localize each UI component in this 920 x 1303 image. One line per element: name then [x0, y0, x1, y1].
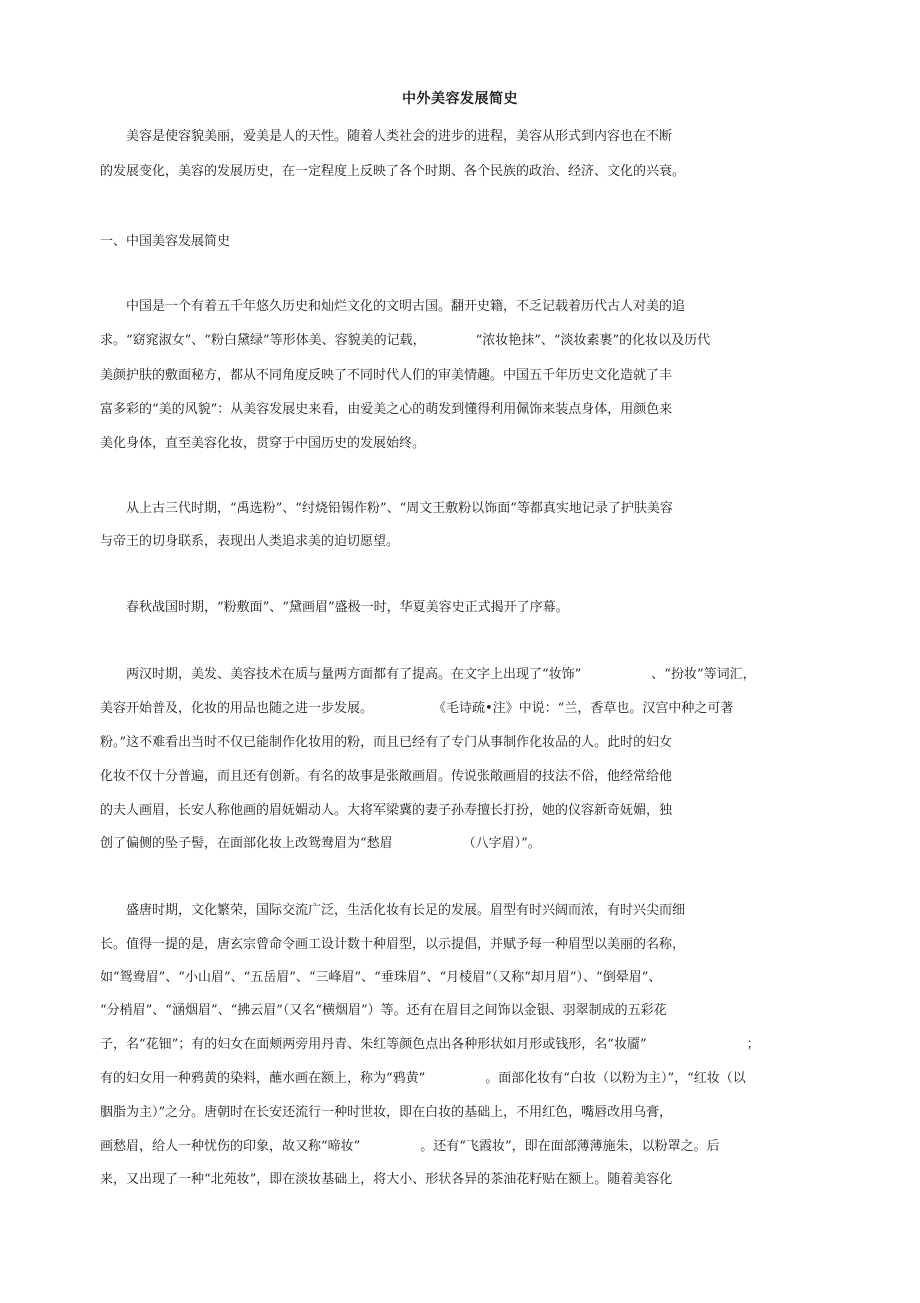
p5-line-8a: 画愁眉，给人一种忧伤的印象，故又称“啼妆” [100, 1139, 361, 1154]
p5-line-8b: 。还有“飞霞妆”，即在面部薄薄施朱，以粉罩之。后 [420, 1139, 720, 1154]
p4-line-2 [100, 699, 733, 719]
p4-line-6 [100, 834, 541, 854]
p4-line-1b: 、“扮妆”等词汇， [651, 667, 756, 682]
p3-line-1: 春秋战国时期，“粉敷面”、“黛画眉”盛极一时，华夏美容史正式揭开了序幕。 [126, 600, 569, 615]
p4-line-2b: 《毛诗疏•注》中说：“兰，香草也。汉宫中种之可著 [433, 701, 734, 716]
p2-line-2: 与帝王的切身联系，表现出人类追求美的迫切愿望。 [100, 534, 400, 549]
p5-line-5a: 子，名“花钿”；有的妇女在面颊两旁用丹青、朱红等颜色点出各种形状如月形或钱形，名“妆靥” [100, 1037, 647, 1052]
section-heading-china: 一、中国美容发展简史 [100, 234, 231, 249]
p1-line-5: 美化身体，直至美容化妆，贯穿于中国历史的发展始终。 [100, 436, 426, 451]
p4-line-6a: 创了偏侧的坠子髻，在面部化妆上改鸳鸯眉为“愁眉 [100, 836, 393, 851]
p5-line-7: 胭脂为主）”之分。唐朝时在长安还流行一种时世妆，即在白妆的基础上，不用红色，嘴唇改用乌膏， [100, 1105, 673, 1120]
p5-line-3: 如“鸳鸯眉”、“小山眉”、“五岳眉”、“三峰眉”、“垂珠眉”、“月棱眉”（又称“却月眉”）、“倒晕眉”、 [100, 970, 662, 985]
p5-line-6b: 。面部化妆有“白妆（以粉为主）”，“红妆（以 [485, 1071, 746, 1086]
p4-line-1a: 两汉时期，美发、美容技术在质与量两方面都有了提高。在文字上出现了“妆饰” [126, 667, 582, 682]
p1-line-2a: 求。“窈窕淑女”、“粉白黛绿”等形体美、容貌美的记载， [100, 333, 426, 348]
p4-line-4: 化妆不仅十分普遍，而且还有创新。有名的故事是张敞画眉。传说张敞画眉的技法不俗，他经常给他 [100, 769, 673, 784]
p1-line-2b: “浓妆艳抹”、“淡妆素裹”的化妆以及历代 [475, 333, 711, 348]
intro-line-1: 美容是使容貌美丽，爱美是人的天性。随着人类社会的进步的进程，美容从形式到内容也在不断 [126, 129, 673, 144]
p4-line-2a: 美容开始普及，化妆的用品也随之进一步发展。 [100, 701, 374, 716]
p4-line-3: 粉。”这不难看出当时不仅已能制作化妆用的粉，而且已经有了专门从事制作化妆品的人。此时的妇女 [100, 735, 673, 750]
p5-line-5b: ； [746, 1037, 760, 1052]
document-title: 中外美容发展简史 [402, 91, 518, 107]
p4-line-1 [126, 665, 756, 685]
p5-line-8 [100, 1137, 720, 1157]
p5-line-1: 盛唐时期，文化繁荣，国际交流广泛，生活化妆有长足的发展。眉型有时兴阔而浓，有时兴尖而细 [126, 903, 686, 918]
p1-line-3: 美颜护肤的敷面秘方，都从不同角度反映了不同时代人们的审美情趣。中国五千年历史文化造就了丰 [100, 368, 673, 383]
p4-line-6b: （八字眉）”。 [462, 836, 541, 851]
p1-line-2 [100, 331, 710, 351]
p5-line-9: 来，又出现了一种“北苑妆”，即在淡妆基础上，将大小、形状各异的茶油花籽贴在额上。随着美容化 [100, 1172, 673, 1187]
p5-line-6a: 有的妇女用一种鸦黄的染料，蘸水画在额上，称为“鸦黄” [100, 1071, 426, 1086]
intro-line-2: 的发展变化，美容的发展历史，在一定程度上反映了各个时期、各个民族的政治、经济、文化的兴衰。 [100, 164, 686, 179]
p5-line-4: “分梢眉”、“涵烟眉”、“拂云眉”（又名“横烟眉”）等。还有在眉目之间饰以金银、羽翠制成的五彩花 [100, 1003, 667, 1018]
p1-line-1: 中国是一个有着五千年悠久历史和灿烂文化的文明古国。翻开史籍，不乏记载着历代古人对美的追 [126, 299, 686, 314]
p2-line-1: 从上古三代时期，“禹选粉”、“纣烧铅锡作粉”、“周文王敷粉以饰面”等都真实地记录了护肤美容 [126, 501, 673, 516]
p5-line-5 [100, 1035, 760, 1055]
p1-line-4: 富多彩的“美的风貌”：从美容发展史来看，由爱美之心的萌发到懂得利用佩饰来装点身体，用颜色来 [100, 402, 673, 417]
p5-line-6 [100, 1069, 746, 1089]
p4-line-5: 的夫人画眉，长安人称他画的眉妩媚动人。大将军梁冀的妻子孙寿擅长打扮，她的仪容新奇妩媚，独 [100, 803, 673, 818]
p5-line-2: 长。值得一提的是，唐玄宗曾命令画工设计数十种眉型，以示提倡，并赋予每一种眉型以美丽的名称， [100, 937, 686, 952]
